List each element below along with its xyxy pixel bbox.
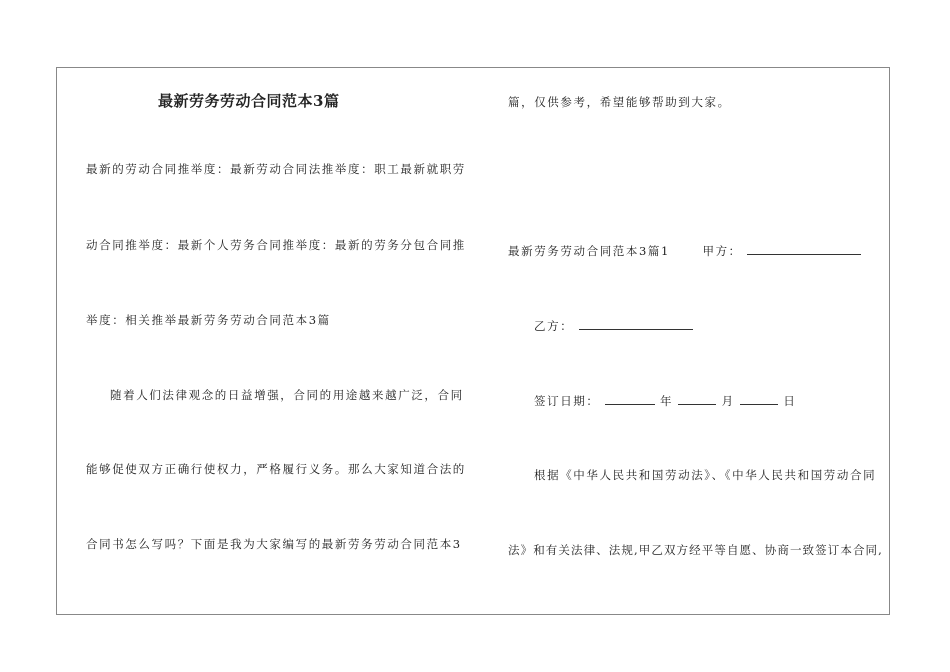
party-b-row [534, 318, 693, 333]
month-label: 月 [721, 394, 735, 408]
year-blank [605, 393, 655, 405]
year-label: 年 [660, 394, 674, 408]
month-blank [678, 393, 716, 405]
right-continuation-line: 篇，仅供参考，希望能够帮助到大家。 [508, 95, 731, 109]
document-title: 最新劳务劳动合同范本3篇 [158, 92, 340, 110]
party-b-blank [579, 318, 693, 330]
left-paragraph-line-6: 合同书怎么写吗？下面是我为大家编写的最新劳务劳动合同范本3 [86, 537, 462, 551]
sign-date-row [534, 393, 796, 408]
basis-line-1: 根据《中华人民共和国劳动法》、《中华人民共和国劳动合同 [534, 468, 877, 482]
page-frame [56, 67, 890, 615]
left-paragraph-line-4: 随着人们法律观念的日益增强，合同的用途越来越广泛，合同 [110, 388, 464, 402]
left-paragraph-line-3: 举度：相关推举最新劳务劳动合同范本3篇 [86, 313, 331, 327]
party-b-label: 乙方： [534, 319, 574, 333]
sign-date-label: 签订日期： [534, 394, 600, 408]
left-paragraph-line-5: 能够促使双方正确行使权力，严格履行义务。那么大家知道合法的 [86, 462, 466, 476]
basis-line-2: 法》和有关法律、法规,甲乙双方经平等自愿、协商一致签订本合同, [508, 543, 883, 557]
day-label: 日 [783, 394, 797, 408]
left-paragraph-line-1: 最新的劳动合同推举度：最新劳动合同法推举度：职工最新就职劳 [86, 162, 466, 176]
day-blank [740, 393, 778, 405]
contract-heading-row [508, 243, 861, 258]
contract-heading: 最新劳务劳动合同范本3篇1 [508, 244, 670, 258]
party-a-label: 甲方： [702, 244, 742, 258]
party-a-blank [747, 243, 861, 255]
left-paragraph-line-2: 动合同推举度：最新个人劳务合同推举度：最新的劳务分包合同推 [86, 238, 466, 252]
